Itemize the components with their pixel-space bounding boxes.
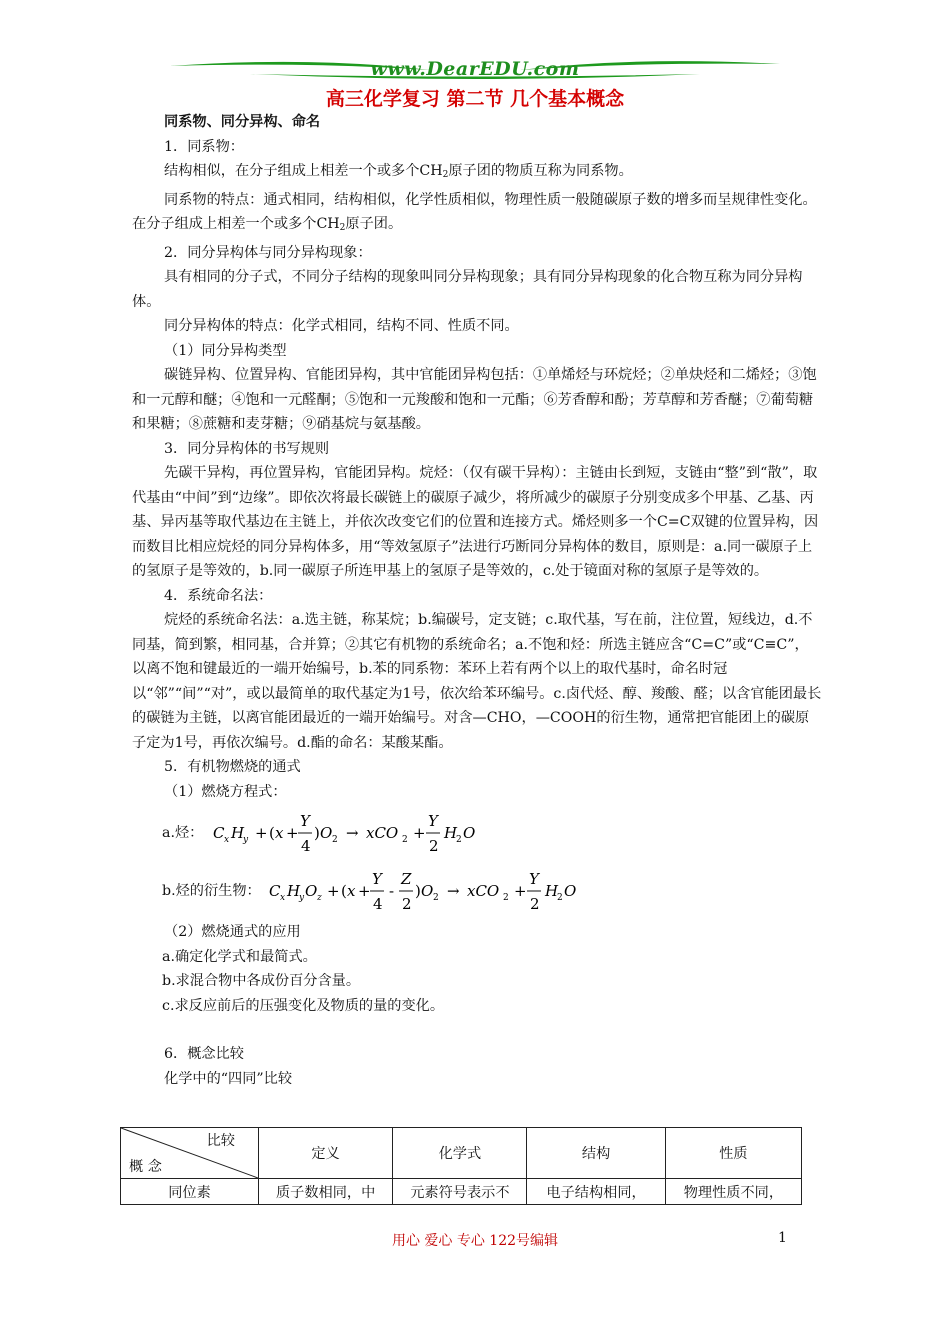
paragraph: 同系物的特点：通式相同，结构相似，化学性质相似，物理性质一般随碳原子数的增多而呈规律性变化。在分子组成上相差一个或多个$CH_2$原子团。 <box>132 191 817 233</box>
footer-text: 用心 爱心 专心 122号编辑 <box>391 1233 559 1249</box>
site-url[interactable]: www.DearEDU.com <box>370 58 580 80</box>
table-row <box>121 1179 802 1205</box>
f-sym: → <box>346 824 359 842</box>
f-sym: + <box>255 824 268 842</box>
paragraph: 3．同分异构体的书写规则 <box>164 440 330 457</box>
formula-derivative-svg <box>261 862 621 920</box>
f-sym: → <box>446 882 460 900</box>
table-cell: 元素符号表示不 <box>393 1179 527 1205</box>
table-cell: 质子数相同，中 <box>258 1179 392 1205</box>
f-sym: 2 <box>401 895 412 913</box>
page-number: 1 <box>778 1230 787 1246</box>
page-title: 高三化学复习 第二节 几个基本概念 <box>325 88 625 110</box>
f-sym: O <box>563 882 577 900</box>
f-sym: Z <box>400 870 412 888</box>
f-sym: ( <box>340 882 347 900</box>
paragraph: 先碳干异构，再位置异构，官能团异构。烷烃：（仅有碳干异构）：主链由长到短，支链由“整”到“散”，取代基由“中间”到“边缘”。即依次将最长碳链上的碳原子减少，将所减少的碳原子分别变成多个甲基、乙基、丙基、异丙基等取代基边在主链上，并依次改变它们的位置和连接方式。烯烃则多一个C=C双键的位置异构，因而数目比相应烷烃的同分异构体多，用“等效氢原子”法进行巧断同分异构体的数目，原则是：a.同一碳原子上的氢原子是等效的，b.同一碳原子所连甲基上的氢原子是等效的，c.处于镜面对称的氢原子是等效的。 <box>132 465 819 579</box>
corner-bottom-label: 概 念 <box>129 1159 162 1175</box>
table-header-cell: 性质 <box>665 1128 801 1179</box>
f-sym: x <box>224 835 230 845</box>
paragraph: （1）同分异构类型 <box>164 342 287 359</box>
f-sym: 2 <box>529 895 540 913</box>
formula-label: a.烃： <box>162 824 204 841</box>
f-sym: y <box>298 893 304 903</box>
f-sym: H <box>286 882 300 900</box>
four-same-comparison-table <box>120 1127 802 1205</box>
formula-derivative <box>132 862 822 920</box>
f-sym: x <box>346 882 356 900</box>
paragraph: 1．同系物： <box>164 138 244 155</box>
f-sym: O <box>463 824 476 842</box>
table-cell: 同位素 <box>121 1179 259 1205</box>
paragraph: （1）燃烧方程式： <box>164 783 287 800</box>
f-sym: C <box>268 882 281 900</box>
table-header-cell: 结构 <box>527 1128 665 1179</box>
table-cell: 物理性质不同， <box>665 1179 801 1205</box>
paragraph: 4．系统命名法： <box>164 587 273 604</box>
spacer <box>132 1018 822 1042</box>
f-sym: 2 <box>429 837 439 855</box>
f-sym: x <box>275 824 284 842</box>
paragraph: 碳链异构、位置异构、官能团异构，其中官能团异构包括：①单烯烃与环烷烃；②单炔烃和二烯烃；③饱和一元醇和醚；④饱和一元醛酮；⑤饱和一元羧酸和饱和一元酯；⑥芳香醇和酚；芳草醇和芳香醚；⑦葡萄糖和果糖；⑧蔗糖和麦芽糖；⑨硝基烷与氨基酸。 <box>132 367 817 432</box>
paragraph: 5．有机物燃烧的通式 <box>164 759 301 775</box>
f-sym: 2 <box>432 893 439 903</box>
f-sym: Y <box>300 812 311 830</box>
f-sym: + <box>513 882 527 900</box>
paragraph: b.求混合物中各成份百分含量。 <box>162 973 361 989</box>
paragraph: （2）燃烧通式的应用 <box>164 924 301 940</box>
paragraph: c.求反应前后的压强变化及物质的量的变化。 <box>162 997 445 1014</box>
table-header-row <box>121 1128 802 1179</box>
paragraph: a.确定化学式和最简式。 <box>162 948 317 965</box>
f-sym: O <box>304 882 318 900</box>
formula-label: b.烃的衍生物： <box>162 882 261 899</box>
table-corner-cell <box>121 1128 259 1179</box>
f-sym: H <box>231 824 245 842</box>
f-sym: 2 <box>502 893 509 903</box>
paragraph: 同分异构体的特点：化学式相同，结构不同、性质不同。 <box>164 318 519 334</box>
f-sym: 4 <box>301 837 311 855</box>
table-cell: 电子结构相同， <box>527 1179 665 1205</box>
table-header-cell: 化学式 <box>393 1128 527 1179</box>
paragraph: 化学中的“四同”比较 <box>164 1070 293 1087</box>
paragraph: 结构相似，在分子组成上相差一个或多个$CH_2$原子团的物质互称为同系物。 <box>164 163 633 180</box>
corner-top-label: 比较 <box>206 1133 235 1149</box>
paragraph: 2．同分异构体与同分异构现象： <box>164 244 372 261</box>
f-sym: 2 <box>556 893 563 903</box>
f-sym: xCO <box>466 882 499 900</box>
f-sym: ( <box>269 824 276 842</box>
f-sym: C <box>213 824 225 842</box>
f-sym: z <box>316 893 322 903</box>
f-sym: xCO <box>366 824 399 842</box>
f-sym: + <box>413 824 426 842</box>
f-sym: - <box>388 882 394 900</box>
table-header-cell: 定义 <box>258 1128 392 1179</box>
f-sym: Y <box>528 870 539 888</box>
formula-hydrocarbon-svg <box>203 804 503 862</box>
f-sym: 4 <box>372 895 383 913</box>
formula-hydrocarbon <box>132 804 822 862</box>
f-sym: + <box>357 882 371 900</box>
f-sym: H <box>544 882 558 900</box>
body-content <box>132 110 822 1091</box>
f-sym: O <box>320 824 333 842</box>
f-sym: 2 <box>332 835 339 845</box>
f-sym: x <box>279 893 285 903</box>
paragraph: 6．概念比较 <box>164 1046 244 1062</box>
f-sym: Y <box>371 870 382 888</box>
paragraph: 具有相同的分子式，不同分子结构的现象叫同分异构现象；具有同分异构现象的化合物互称为同分异构体。 <box>132 269 803 310</box>
f-sym: O <box>420 882 434 900</box>
f-sym: + <box>286 824 299 842</box>
f-sym: + <box>326 882 340 900</box>
f-sym: Y <box>428 812 439 830</box>
paragraph: 烷烃的系统命名法：a.选主链，称某烷；b.编碳号，定支链；c.取代基，写在前，注位置，短线边，d.不同基，简到繁，相同基，合并算；②其它有机物的系统命名；a.不饱和烃：所选主链应含“C=C”或“C≡C”，以离不饱和键最近的一端开始编号，b.苯的同系物：苯环上若有两个以上的取代基时，命名时冠以“邻”“间”“对”，或以最简单的取代基定为1号，依次给苯环编号。c.卤代烃、醇、羧酸、醛；以含官能团最长的碳链为主链，以离官能团最近的一端开始编号。对含—CHO，—COOH的衍生物，通常把官能团上的碳原子定为1号，再依次编号。d.酯的命名：某酸某酯。 <box>132 612 822 751</box>
section-heading: 同系物、同分异构、命名 <box>164 114 321 130</box>
f-sym: ) <box>314 824 321 842</box>
f-sym: H <box>444 824 458 842</box>
f-sym: ) <box>414 882 421 900</box>
f-sym: y <box>243 835 249 845</box>
f-sym: 2 <box>456 835 463 845</box>
f-sym: 2 <box>402 835 409 845</box>
